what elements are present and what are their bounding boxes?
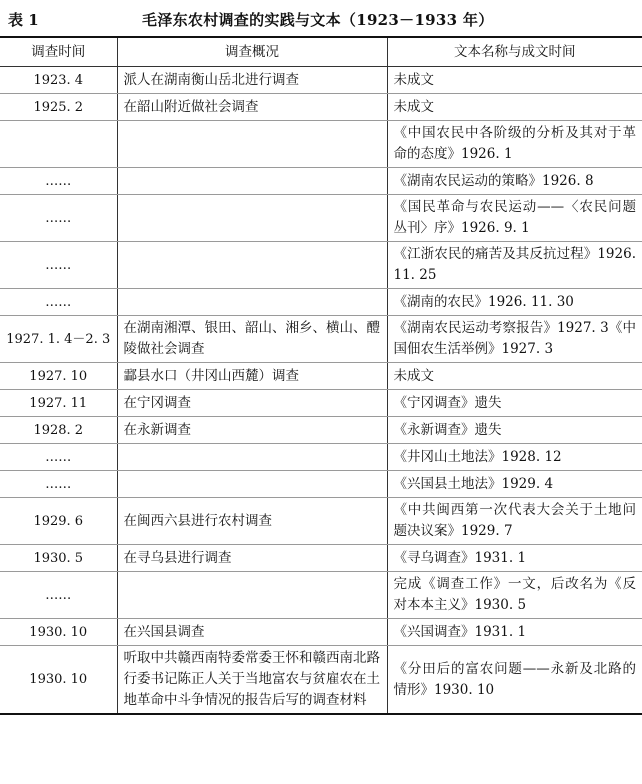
table-row (0, 390, 642, 417)
survey-time: 1923. 4 (0, 67, 117, 94)
survey-overview: 在兴国县调查 (117, 619, 387, 646)
text-title: 《国民革命与农民运动——〈农民问题丛刊〉序》1926. 9. 1 (387, 195, 642, 242)
table-row (0, 471, 642, 498)
survey-overview: 在湖南湘潭、银田、韶山、湘乡、横山、醴陵做社会调查 (117, 316, 387, 363)
text-title: 《湖南的农民》1926. 11. 30 (387, 289, 642, 316)
survey-overview: 在宁冈调查 (117, 390, 387, 417)
table-row (0, 94, 642, 121)
survey-time: …… (0, 195, 117, 242)
table-row (0, 289, 642, 316)
survey-time: …… (0, 289, 117, 316)
survey-overview: 酃县水口（井冈山西麓）调查 (117, 363, 387, 390)
text-title: 未成文 (387, 94, 642, 121)
text-title: 《宁冈调查》遗失 (387, 390, 642, 417)
table-row (0, 444, 642, 471)
survey-overview (117, 242, 387, 289)
survey-overview (117, 572, 387, 619)
header-row (0, 37, 642, 67)
text-title: 《江浙农民的痛苦及其反抗过程》1926. 11. 25 (387, 242, 642, 289)
table-row (0, 572, 642, 619)
table-row (0, 363, 642, 390)
survey-time: …… (0, 168, 117, 195)
survey-time: 1927. 10 (0, 363, 117, 390)
table-row (0, 646, 642, 715)
survey-time: 1928. 2 (0, 417, 117, 444)
text-title: 《湖南农民运动考察报告》1927. 3《中国佃农生活举例》1927. 3 (387, 316, 642, 363)
table-row (0, 195, 642, 242)
survey-time: …… (0, 242, 117, 289)
survey-overview: 在闽西六县进行农村调查 (117, 498, 387, 545)
table-row (0, 168, 642, 195)
table-row (0, 121, 642, 168)
table-title: 毛泽东农村调查的实践与文本（1923－1933 年） (142, 11, 494, 29)
text-title: 《中国农民中各阶级的分析及其对于革命的态度》1926. 1 (387, 121, 642, 168)
survey-overview (117, 168, 387, 195)
survey-overview (117, 195, 387, 242)
table-label: 表 1 (8, 11, 39, 29)
survey-time: 1929. 6 (0, 498, 117, 545)
table-row (0, 417, 642, 444)
survey-time (0, 121, 117, 168)
table-row (0, 242, 642, 289)
survey-overview: 在永新调查 (117, 417, 387, 444)
text-title: 《井冈山土地法》1928. 12 (387, 444, 642, 471)
header-time: 调查时间 (0, 37, 117, 67)
header-text-title: 文本名称与成文时间 (387, 37, 642, 67)
text-title: 《分田后的富农问题——永新及北路的情形》1930. 10 (387, 646, 642, 715)
survey-time: …… (0, 572, 117, 619)
text-title: 未成文 (387, 67, 642, 94)
table-row (0, 67, 642, 94)
survey-table (0, 36, 642, 715)
survey-overview: 在韶山附近做社会调查 (117, 94, 387, 121)
survey-time: …… (0, 444, 117, 471)
survey-overview (117, 444, 387, 471)
text-title: 《寻乌调查》1931. 1 (387, 545, 642, 572)
survey-time: 1930. 10 (0, 619, 117, 646)
survey-time: 1930. 10 (0, 646, 117, 715)
text-title: 完成《调查工作》一文，后改名为《反对本本主义》1930. 5 (387, 572, 642, 619)
survey-overview (117, 121, 387, 168)
table-row (0, 316, 642, 363)
survey-overview (117, 289, 387, 316)
survey-time: 1925. 2 (0, 94, 117, 121)
survey-time: 1927. 11 (0, 390, 117, 417)
table-row (0, 545, 642, 572)
text-title: 《兴国县土地法》1929. 4 (387, 471, 642, 498)
survey-overview: 派人在湖南衡山岳北进行调查 (117, 67, 387, 94)
text-title: 未成文 (387, 363, 642, 390)
survey-overview (117, 471, 387, 498)
survey-time: …… (0, 471, 117, 498)
survey-overview: 听取中共赣西南特委常委王怀和赣西南北路行委书记陈正人关于当地富农与贫雇农在土地革命中斗争情况的报告后写的调查材料 (117, 646, 387, 715)
table-row (0, 498, 642, 545)
text-title: 《中共闽西第一次代表大会关于土地问题决议案》1929. 7 (387, 498, 642, 545)
text-title: 《湖南农民运动的策略》1926. 8 (387, 168, 642, 195)
header-overview: 调查概况 (117, 37, 387, 67)
survey-overview: 在寻乌县进行调查 (117, 545, 387, 572)
text-title: 《兴国调查》1931. 1 (387, 619, 642, 646)
survey-time: 1930. 5 (0, 545, 117, 572)
table-caption (6, 6, 636, 32)
text-title: 《永新调查》遗失 (387, 417, 642, 444)
survey-time: 1927. 1. 4－2. 3 (0, 316, 117, 363)
table-row (0, 619, 642, 646)
